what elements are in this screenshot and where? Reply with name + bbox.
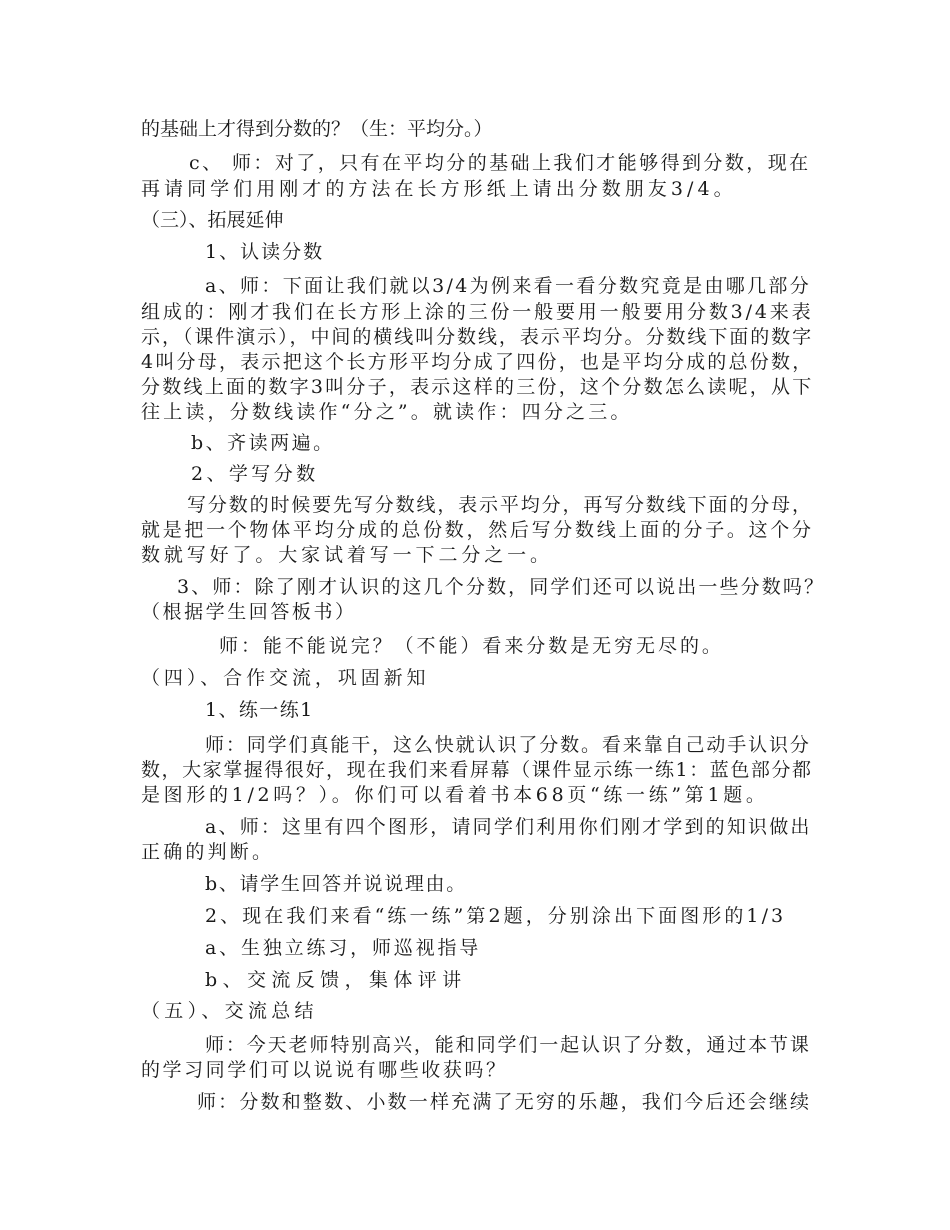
text-line: （根据学生回答板书） — [141, 601, 357, 623]
text-line: 的基础上才得到分数的？（生：平均分。） — [141, 118, 493, 140]
text-line: b、交流反馈，集体评讲 — [205, 969, 467, 991]
text-line: 3、师：除了刚才认识的这几个分数，同学们还可以说出一些分数吗？ — [177, 576, 826, 598]
section-heading: （四）、合作交流，巩固新知 — [141, 667, 430, 689]
text-line: a、师：这里有四个图形，请同学们利用你们刚才学到的知识做出 — [205, 816, 812, 838]
text-line: 师：能不能说完？（不能）看来分数是无穷无尽的。 — [219, 635, 724, 657]
text-line: c、 师：对了，只有在平均分的基础上我们才能够得到分数，现在 — [189, 152, 811, 174]
text-line: b、请学生回答并说说理由。 — [205, 873, 467, 895]
text-line: 数，大家掌握得很好，现在我们来看屏幕（课件显示练一练1：蓝色部分都 — [141, 759, 813, 781]
text-line: 写分数的时候要先写分数线，表示平均分，再写分数线下面的分母， — [187, 494, 813, 516]
text-line: 师：分数和整数、小数一样充满了无穷的乐趣，我们今后还会继续 — [197, 1091, 812, 1113]
text-line: a、生独立练习，师巡视指导 — [205, 937, 482, 959]
text-line: 往上读，分数线读作“分之”。就读作：四分之三。 — [141, 401, 633, 423]
text-line: 2、现在我们来看“练一练”第2题，分别涂出下面图形的1/3 — [205, 905, 787, 927]
text-line: a、师：下面让我们就以3/4为例来看一看分数究竟是由哪几部分 — [205, 275, 812, 297]
text-line: 组成的：刚才我们在长方形上涂的三份一般要用一般要用分数3/4来表 — [141, 301, 814, 323]
subsection-heading: 1、认读分数 — [205, 241, 325, 263]
text-line: 是图形的1/2吗？）。你们可以看着书本68页“练一练”第1题。 — [141, 784, 769, 806]
text-line: 分数线上面的数字3叫分子，表示这样的三份，这个分数怎么读呢，从下 — [141, 376, 814, 398]
text-line: 正确的判断。 — [141, 841, 275, 863]
section-heading: （三）、拓展延伸 — [141, 209, 284, 231]
text-line: 师：今天老师特别高兴，能和同学们一起认识了分数，通过本节课 — [205, 1034, 811, 1056]
section-heading: （五）、交流总结 — [141, 1000, 318, 1022]
text-line: 数就写好了。大家试着写一下二分之一。 — [141, 544, 553, 566]
text-line: b、齐读两遍。 — [191, 432, 335, 454]
text-line: 示，（课件演示），中间的横线叫分数线，表示平均分。分数线下面的数字 — [141, 326, 814, 348]
subsection-heading: 2、学写分数 — [191, 463, 319, 485]
text-line: 再请同学们用刚才的方法在长方形纸上请出分数朋友3/4。 — [141, 178, 737, 200]
text-line: 4叫分母，表示把这个长方形平均分成了四份，也是平均分成的总份数， — [141, 351, 814, 373]
text-line: 的学习同学们可以说说有哪些收获吗？ — [141, 1059, 508, 1081]
subsection-heading: 1、练一练1 — [205, 699, 314, 721]
text-line: 就是把一个物体平均分成的总份数，然后写分数线上面的分子。这个分 — [141, 519, 814, 541]
text-line: 师：同学们真能干，这么快就认识了分数。看来靠自己动手认识分 — [205, 734, 811, 756]
